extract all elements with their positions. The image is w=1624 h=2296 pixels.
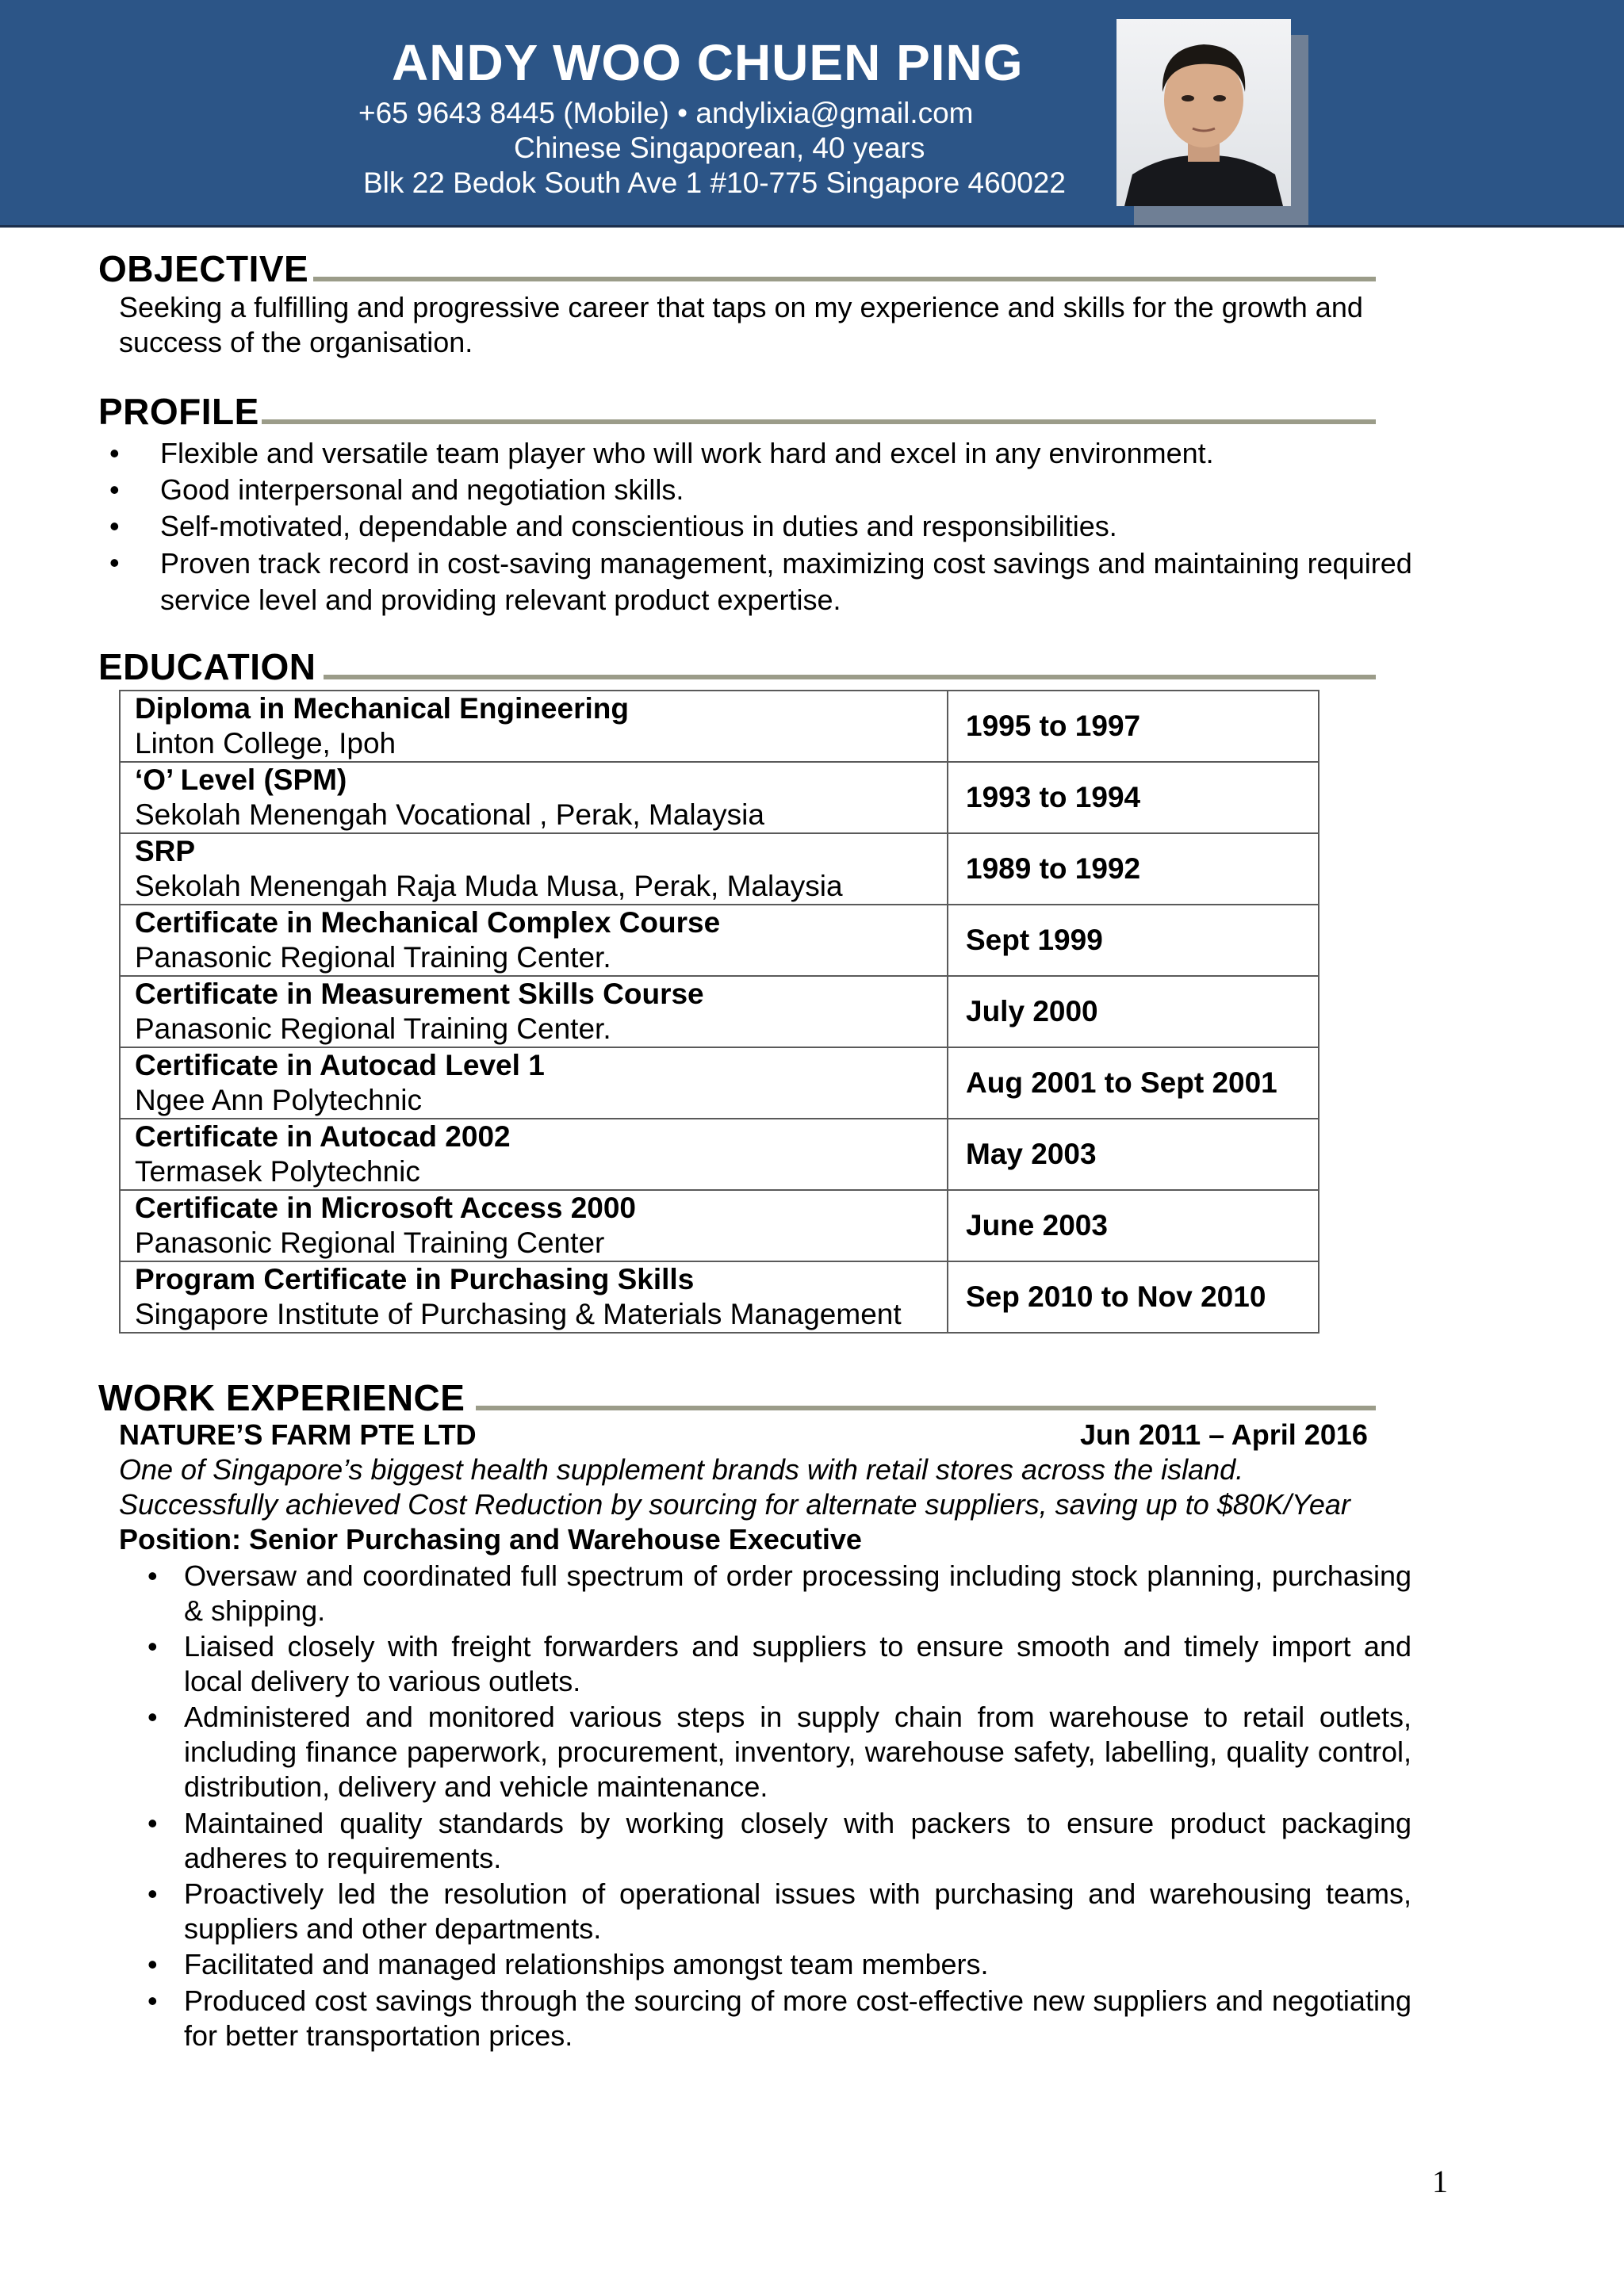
table-row <box>120 762 1319 833</box>
course-name: Certificate in Autocad 2002 <box>135 1120 511 1153</box>
table-row <box>120 976 1319 1047</box>
course-period: July 2000 <box>948 976 1319 1047</box>
section-title-objective: OBJECTIVE <box>98 248 309 289</box>
course-name: Certificate in Measurement Skills Course <box>135 978 704 1010</box>
table-row <box>120 691 1319 762</box>
course-period: 1993 to 1994 <box>948 762 1319 833</box>
duty-item: Liaised closely with freight forwarders and suppliers to ensure smooth and timely import and local delivery to various outlets. <box>184 1630 1411 1697</box>
school-name: Linton College, Ipoh <box>135 727 396 760</box>
table-row <box>120 1119 1319 1190</box>
bullet: • <box>109 437 120 469</box>
duty-item: Proactively led the resolution of operational issues with purchasing and warehousing teams, suppliers and other departments. <box>184 1877 1411 1945</box>
job-position: Position: Senior Purchasing and Warehouse Executive <box>119 1523 862 1556</box>
bullet: • <box>147 1948 158 1980</box>
section-rule-objective <box>313 277 1376 281</box>
bullet: • <box>109 473 120 506</box>
bullet: • <box>109 546 120 579</box>
page-number: 1 <box>1432 2164 1448 2199</box>
bullet: • <box>147 1807 158 1839</box>
course-name: Certificate in Mechanical Complex Course <box>135 906 721 939</box>
candidate-name: ANDY WOO CHUEN PING <box>392 34 1024 91</box>
course-name: Program Certificate in Purchasing Skills <box>135 1263 695 1295</box>
course-name: ‘O’ Level (SPM) <box>135 763 347 796</box>
company-achievement: Successfully achieved Cost Reduction by sourcing for alternate suppliers, saving up to $80K/Year <box>119 1488 1350 1521</box>
address-line: Blk 22 Bedok South Ave 1 #10-775 Singapore 460022 <box>363 166 1066 199</box>
school-name: Sekolah Menengah Vocational , Perak, Malaysia <box>135 798 764 831</box>
bullet: • <box>147 1559 158 1592</box>
table-row <box>120 833 1319 905</box>
course-name: Certificate in Microsoft Access 2000 <box>135 1192 636 1224</box>
bullet: • <box>147 1877 158 1910</box>
table-row <box>120 1047 1319 1119</box>
course-period: 1989 to 1992 <box>948 833 1319 905</box>
course-period: Sep 2010 to Nov 2010 <box>948 1261 1319 1333</box>
bullet: • <box>147 1701 158 1733</box>
header-banner <box>0 0 1624 228</box>
info-line: Chinese Singaporean, 40 years <box>514 132 925 164</box>
objective-line-1: Seeking a fulfilling and progressive career that taps on my experience and skills for the growth and <box>119 291 1363 323</box>
profile-item: Flexible and versatile team player who will work hard and excel in any environment. <box>160 437 1214 469</box>
table-row <box>120 1261 1319 1333</box>
contact-line: +65 9643 8445 (Mobile) • andylixia@gmail.com <box>358 97 974 129</box>
employment-period: Jun 2011 – April 2016 <box>1080 1418 1368 1451</box>
profile-photo <box>1116 19 1291 206</box>
section-title-education: EDUCATION <box>98 646 316 687</box>
course-period: Sept 1999 <box>948 905 1319 976</box>
duty-item: Administered and monitored various steps in supply chain from warehouse to retail outlets, including finance paperwork, procurement, inventory, warehouse safety, labelling, quality control, distribution, delivery and vehicle maintenance. <box>184 1701 1411 1803</box>
objective-line-2: success of the organisation. <box>119 326 473 358</box>
table-row <box>120 1190 1319 1261</box>
bullet: • <box>147 1984 158 2017</box>
school-name: Panasonic Regional Training Center. <box>135 941 611 974</box>
profile-item: Proven track record in cost-saving management, maximizing cost savings and maintaining required service level and providing relevant product expertise. <box>160 547 1412 616</box>
section-rule-education <box>324 675 1376 679</box>
course-period: June 2003 <box>948 1190 1319 1261</box>
course-name: SRP <box>135 835 196 867</box>
school-name: Ngee Ann Polytechnic <box>135 1084 423 1116</box>
section-rule-profile <box>262 419 1376 424</box>
company-description: One of Singapore’s biggest health supplement brands with retail stores across the island. <box>119 1453 1244 1486</box>
school-name: Singapore Institute of Purchasing & Materials Management <box>135 1298 902 1330</box>
company-name: NATURE’S FARM PTE LTD <box>119 1418 477 1451</box>
school-name: Panasonic Regional Training Center. <box>135 1012 611 1045</box>
section-title-profile: PROFILE <box>98 391 259 432</box>
course-period: 1995 to 1997 <box>948 691 1319 762</box>
section-title-work: WORK EXPERIENCE <box>98 1377 465 1418</box>
school-name: Termasek Polytechnic <box>135 1155 420 1188</box>
school-name: Panasonic Regional Training Center <box>135 1226 605 1259</box>
table-row <box>120 905 1319 976</box>
education-table <box>119 690 1320 1334</box>
school-name: Sekolah Menengah Raja Muda Musa, Perak, Malaysia <box>135 870 843 902</box>
course-name: Diploma in Mechanical Engineering <box>135 692 629 725</box>
duty-item: Maintained quality standards by working closely with packers to ensure product packaging adheres to requirements. <box>184 1807 1411 1874</box>
section-rule-work <box>476 1406 1376 1410</box>
course-name: Certificate in Autocad Level 1 <box>135 1049 545 1081</box>
duty-item: Produced cost savings through the sourcing of more cost-effective new suppliers and negotiating for better transportation prices. <box>184 1984 1411 2052</box>
duty-item: Facilitated and managed relationships amongst team members. <box>184 1948 989 1980</box>
duty-item: Oversaw and coordinated full spectrum of order processing including stock planning, purchasing & shipping. <box>184 1559 1411 1627</box>
profile-item: Self-motivated, dependable and conscientious in duties and responsibilities. <box>160 510 1117 542</box>
course-period: Aug 2001 to Sept 2001 <box>948 1047 1319 1119</box>
profile-item: Good interpersonal and negotiation skills. <box>160 473 684 506</box>
bullet: • <box>109 510 120 542</box>
bullet: • <box>147 1630 158 1663</box>
course-period: May 2003 <box>948 1119 1319 1190</box>
